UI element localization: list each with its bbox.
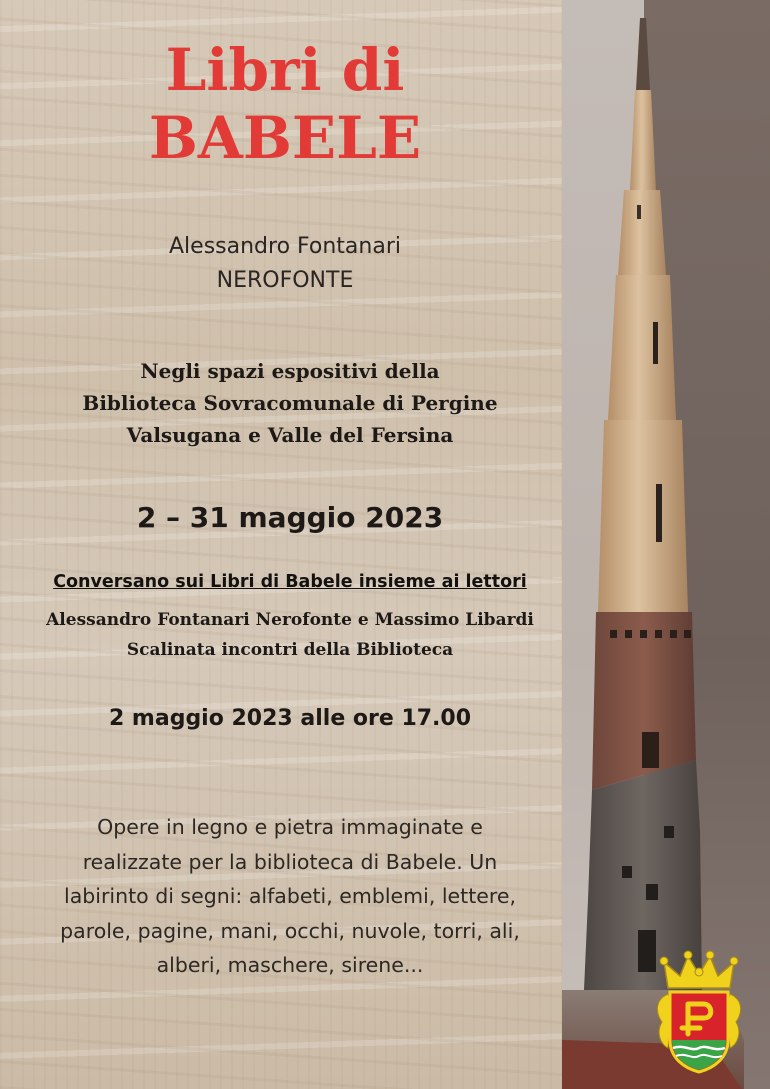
conversation-speakers: Alessandro Fontanari Nerofonte e Massimo Libardi bbox=[46, 610, 534, 630]
description-line-1: Opere in legno e pietra immaginate e bbox=[97, 815, 483, 839]
tower-sculpture-icon bbox=[562, 0, 770, 1089]
venue-line-2: Biblioteca Sovracomunale di Pergine bbox=[82, 391, 498, 415]
conversation-place: Scalinata incontri della Biblioteca bbox=[126, 640, 454, 660]
author-block bbox=[60, 230, 510, 298]
coat-of-arms-icon bbox=[654, 948, 744, 1074]
description-line-5: alberi, maschere, sirene... bbox=[156, 953, 424, 977]
author-name: Alessandro Fontanari bbox=[169, 234, 401, 259]
title-line-1: Libri di bbox=[165, 36, 405, 104]
description-line-2: realizzate per la biblioteca di Babele. Un bbox=[82, 849, 498, 874]
description-block bbox=[20, 810, 560, 983]
description-line-3: labirinto di segni: alfabeti, emblemi, lettere, bbox=[64, 884, 516, 908]
poster-title bbox=[60, 36, 510, 172]
venue-line-3: Valsugana e Valle del Fersina bbox=[126, 423, 454, 447]
conversation-datetime: 2 maggio 2023 alle ore 17.00 bbox=[108, 706, 472, 731]
author-alias: NEROFONTE bbox=[216, 268, 354, 293]
venue-line-1: Negli spazi espositivi della bbox=[140, 359, 440, 383]
description-line-4: parole, pagine, mani, occhi, nuvole, torri, ali, bbox=[60, 918, 520, 943]
title-line-2: BABELE bbox=[148, 104, 422, 172]
exhibition-dates: 2 – 31 maggio 2023 bbox=[136, 501, 444, 534]
tower-photo bbox=[562, 0, 770, 1089]
venue-block bbox=[20, 355, 560, 451]
conversation-title: Conversano sui Libri di Babele insieme ai lettori bbox=[53, 572, 527, 592]
